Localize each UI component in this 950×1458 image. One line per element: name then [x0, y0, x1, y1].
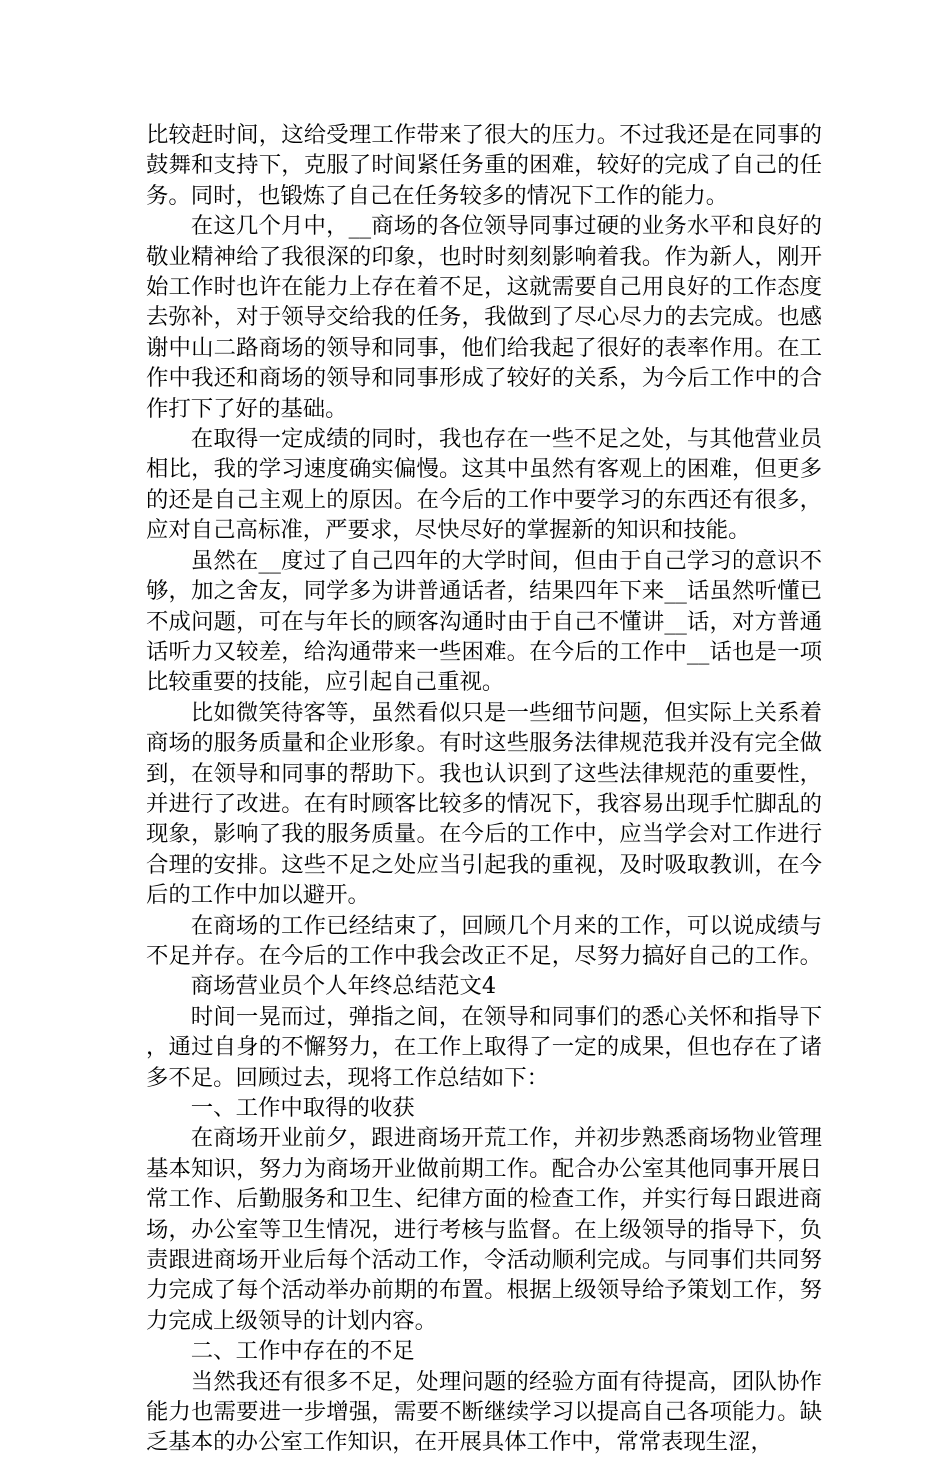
- heading-shortcomings: [146, 1336, 822, 1366]
- paragraph-4: [146, 546, 822, 698]
- paragraph-6-text: 在商场的工作已经结束了，回顾几个月来的工作，可以说成绩与不足并存。在今后的工作中我会改正不足，尽努力搞好自己的工作。: [146, 912, 822, 969]
- paragraph-3-text: 在取得一定成绩的同时，我也存在一些不足之处，与其他营业员相比，我的学习速度确实偏慢。这其中虽然有客观上的困难，但更多的还是自己主观上的原因。在今后的工作中要学习的东西还有很多，应对自己高标准，严要求，尽快尽好的掌握新的知识和技能。: [146, 426, 822, 544]
- heading-gains: [146, 1093, 822, 1123]
- paragraph-11-text: 当然我还有很多不足，处理问题的经验方面有待提高，团队协作能力也需要进一步增强，需要不断继续学习以提高自己各项能力。缺乏基本的办公室工作知识，在开展具体工作中，常常表现生涩，: [146, 1368, 822, 1456]
- section-title: 商场营业员个人年终总结范文4: [190, 973, 497, 1000]
- paragraph-2: [146, 211, 822, 424]
- paragraph-5-text: 比如微笑待客等，虽然看似只是一些细节问题，但实际上关系着商场的服务质量和企业形象。有时这些服务法律规范我并没有完全做到，在领导和同事的帮助下。我也认识到了这些法律规范的重要性，并进行了改进。在有时顾客比较多的情况下，我容易出现手忙脚乱的现象，影响了我的服务质量。在今后的工作中，应当学会对工作进行合理的安排。这些不足之处应当引起我的重视，及时吸取教训，在今后的工作中加以避开。: [146, 699, 822, 909]
- paragraph-1: [146, 120, 822, 211]
- paragraph-11: [146, 1367, 822, 1458]
- paragraph-9: [146, 1123, 822, 1336]
- paragraph-7: [146, 1002, 822, 1093]
- paragraph-1-text: 比较赶时间，这给受理工作带来了很大的压力。不过我还是在同事的鼓舞和支持下，克服了时间紧任务重的困难，较好的完成了自己的任务。同时，也锻炼了自己在任务较多的情况下工作的能力。: [146, 122, 822, 209]
- paragraph-3: [146, 424, 822, 546]
- paragraph-2-text: 在这几个月中，__商场的各位领导同事过硬的业务水平和良好的敬业精神给了我很深的印象，也时时刻刻影响着我。作为新人，刚开始工作时也许在能力上存在着不足，这就需要自己用良好的工作态度去弥补，对于领导交给我的任务，我做到了尽心尽力的去完成。也感谢中山二路商场的领导和同事，他们给我起了很好的表率作用。在工作中我还和商场的领导和同事形成了较好的关系，为今后工作中的合作打下了好的基础。: [146, 213, 822, 422]
- document-page: [146, 120, 822, 1458]
- paragraph-7-text: 时间一晃而过，弹指之间，在领导和同事们的悉心关怀和指导下，通过自身的不懈努力，在工作上取得了一定的成果，但也存在了诸多不足。回顾过去，现将工作总结如下：: [146, 1003, 822, 1091]
- paragraph-9-text: 在商场开业前夕，跟进商场开荒工作，并初步熟悉商场物业管理基本知识，努力为商场开业做前期工作。配合办公室其他同事开展日常工作、后勤服务和卫生、纪律方面的检查工作，并实行每日跟进商场，办公室等卫生情况，进行考核与监督。在上级领导的指导下，负责跟进商场开业后每个活动工作，令活动顺利完成。与同事们共同努力完成了每个活动举办前期的布置。根据上级领导给予策划工作，努力完成上级领导的计划内容。: [146, 1125, 822, 1334]
- heading-gains-text: 一、工作中取得的收获: [190, 1095, 415, 1121]
- paragraph-6: [146, 911, 822, 1002]
- paragraph-4-text: 虽然在__度过了自己四年的大学时间，但由于自己学习的意识不够，加之舍友，同学多为讲普通话者，结果四年下来__话虽然听懂已不成问题，可在与年长的顾客沟通时由于自己不懂讲__话，对方普通话听力又较差，给沟通带来一些困难。在今后的工作中__话也是一项比较重要的技能，应引起自己重视。: [146, 547, 822, 696]
- heading-shortcomings-text: 二、工作中存在的不足: [190, 1338, 415, 1365]
- paragraph-5: [146, 698, 822, 911]
